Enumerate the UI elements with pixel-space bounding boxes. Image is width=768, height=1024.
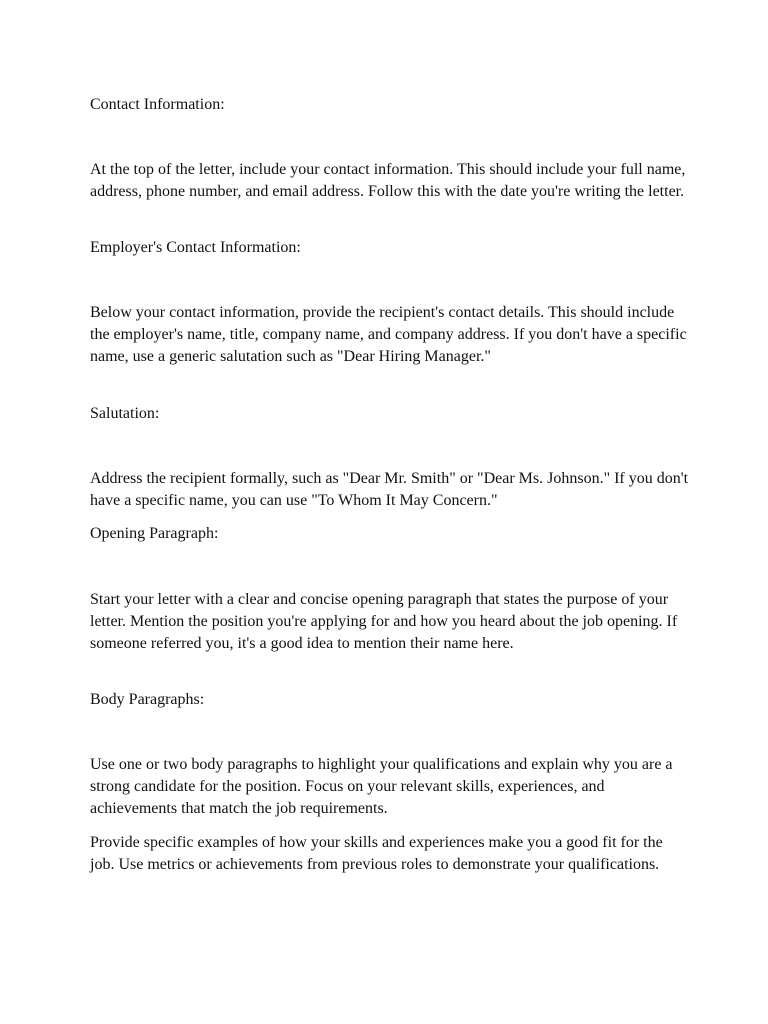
paragraph-opening: Start your letter with a clear and concise opening paragraph that states the purpose of your letter. Mention the position you're applying for and how you heard about the job opening. If someone referred you, it's a good idea to mention their name here. (90, 591, 678, 652)
paragraph-employer-contact: Below your contact information, provide the recipient's contact details. This should include the employer's name, title, company name, and company address. If you don't have a specific name, use a generic salutation such as "Dear Hiring Manager." (90, 304, 687, 365)
section-heading-salutation: Salutation: (90, 405, 160, 422)
section-heading-body-paragraphs: Body Paragraphs: (90, 691, 205, 708)
section-heading-contact-information: Contact Information: (90, 96, 225, 113)
paragraph-salutation: Address the recipient formally, such as "Dear Mr. Smith" or "Dear Ms. Johnson." If you don't have a specific name, you can use "To Whom It May Concern." (90, 470, 689, 509)
paragraph-body-1: Use one or two body paragraphs to highlight your qualifications and explain why you are a strong candidate for the position. Focus on your relevant skills, experiences, and achievements that match the job requirements. (90, 756, 673, 817)
paragraph-contact-information: At the top of the letter, include your contact information. This should include your full name, address, phone number, and email address. Follow this with the date you're writing the letter. (90, 161, 686, 200)
paragraph-body-2: Provide specific examples of how your skills and experiences make you a good fit for the job. Use metrics or achievements from previous roles to demonstrate your qualifications. (90, 834, 663, 873)
section-heading-employer-contact: Employer's Contact Information: (90, 239, 301, 256)
section-heading-opening-paragraph: Opening Paragraph: (90, 525, 219, 542)
